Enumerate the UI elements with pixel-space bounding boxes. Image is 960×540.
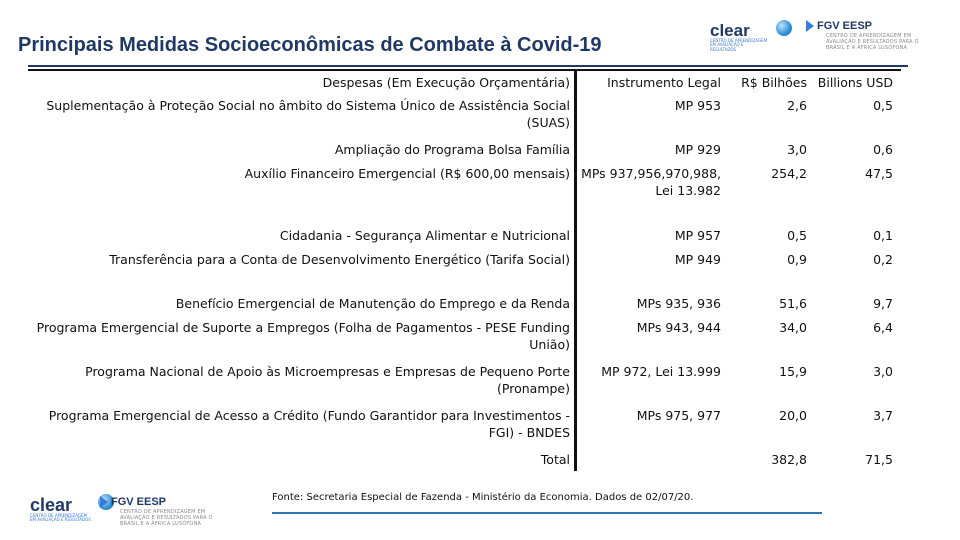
usd-cell: 47,5 — [865, 166, 893, 181]
brl-cell: 0,9 — [787, 252, 807, 267]
fgv-logo-text: FGV EESP — [817, 19, 873, 32]
table-header-row — [28, 70, 897, 96]
usd-cell: 0,6 — [873, 142, 893, 157]
brl-cell: 15,9 — [779, 364, 807, 379]
brl-cell: 0,5 — [787, 228, 807, 243]
despesa-cell: Suplementação à Proteção Social no âmbito do Sistema Único de Assistência Social (SUAS) — [28, 96, 576, 140]
despesa-cell: Ampliação do Programa Bolsa Família — [28, 140, 576, 164]
brl-cell: 51,6 — [779, 296, 807, 311]
despesa-cell: Programa Emergencial de Suporte a Empregos (Folha de Pagamentos - PESE Funding União) — [28, 318, 576, 362]
page-title: Principais Medidas Socioeconômicas de Combate à Covid-19 — [18, 34, 602, 56]
table-row — [28, 140, 897, 164]
table-row — [28, 362, 897, 406]
brl-cell: 3,0 — [787, 142, 807, 157]
clear-logo-subtitle: CENTRO DE APRENDIZAGEM EM AVALIAÇÃO E RESULTADOS — [710, 38, 768, 52]
total-instrumento-cell — [576, 450, 726, 471]
instrumento-cell: MPs 935, 936 — [636, 296, 721, 311]
header-instrumento: Instrumento Legal — [607, 74, 721, 90]
despesa-cell: Cidadania - Segurança Alimentar e Nutricional — [28, 226, 576, 250]
instrumento-cell: MPs 975, 977 — [636, 408, 721, 423]
clear-logo-subtitle: CENTRO DE APRENDIZAGEM EM AVALIAÇÃO E RESULTADOS — [30, 513, 91, 523]
brl-cell: 34,0 — [779, 320, 807, 335]
clear-logo-text: clear — [710, 21, 750, 40]
instrumento-cell: MP 949 — [674, 252, 721, 267]
usd-cell: 9,7 — [873, 296, 893, 311]
usd-cell: 6,4 — [873, 320, 893, 335]
instrumento-cell: MPs 937,956,970,988, Lei 13.982 — [581, 166, 721, 198]
fgv-mark-icon — [806, 20, 814, 32]
usd-cell: 0,5 — [873, 98, 893, 113]
usd-cell: 3,7 — [873, 408, 893, 423]
total-label: Total — [28, 450, 576, 471]
instrumento-cell: MPs 943, 944 — [636, 320, 721, 335]
header-brl: R$ Bilhões — [741, 74, 807, 90]
despesa-cell: Transferência para a Conta de Desenvolvimento Energético (Tarifa Social) — [28, 250, 576, 294]
table-row — [28, 164, 897, 226]
brl-cell: 20,0 — [779, 408, 807, 423]
despesa-cell: Auxílio Financeiro Emergencial (R$ 600,00 mensais) — [28, 164, 576, 226]
globe-icon — [776, 20, 792, 36]
clear-logo-text: clear — [30, 495, 73, 515]
table-row — [28, 318, 897, 362]
title-underline — [28, 65, 908, 67]
table-row — [28, 96, 897, 140]
total-usd: 71,5 — [865, 452, 893, 467]
usd-cell: 0,2 — [873, 252, 893, 267]
instrumento-cell: MP 957 — [674, 228, 721, 243]
brl-cell: 254,2 — [771, 166, 807, 181]
eesp-logo-subtitle: CENTRO DE APRENDIZAGEM EM AVALIAÇÃO E RESULTADOS PARA O BRASIL E A ÁFRICA LUSÓFONA — [826, 33, 919, 51]
total-brl: 382,8 — [771, 452, 807, 467]
fgv-mark-icon — [100, 496, 108, 508]
footer-rule — [272, 512, 822, 514]
logo-fgv-bottom — [100, 496, 230, 527]
fgv-logo-text: FGV EESP — [111, 495, 167, 508]
usd-cell: 0,1 — [873, 228, 893, 243]
despesa-cell: Programa Emergencial de Acesso a Crédito (Fundo Garantidor para Investimentos - FGI) - BNDES — [28, 406, 576, 450]
despesa-cell: Benefício Emergencial de Manutenção do Emprego e da Renda — [28, 294, 576, 318]
header-usd: Billions USD — [817, 74, 893, 90]
logo-fgv-top — [806, 20, 936, 51]
logo-clear-top — [710, 22, 792, 52]
brl-cell: 2,6 — [787, 98, 807, 113]
table-row — [28, 250, 897, 294]
table-row — [28, 226, 897, 250]
table-row — [28, 406, 897, 450]
despesa-cell: Programa Nacional de Apoio às Microempresas e Empresas de Pequeno Porte (Pronampe) — [28, 362, 576, 406]
instrumento-cell: MP 929 — [674, 142, 721, 157]
eesp-logo-subtitle: CENTRO DE APRENDIZAGEM EM AVALIAÇÃO E RESULTADOS PARA O BRASIL E A ÁFRICA LUSÓFONA — [120, 509, 213, 527]
table-total-row — [28, 450, 897, 471]
source-note: Fonte: Secretaria Especial de Fazenda - Ministério da Economia. Dados de 02/07/20. — [272, 492, 694, 503]
usd-cell: 3,0 — [873, 364, 893, 379]
measures-table — [28, 70, 897, 471]
instrumento-cell: MP 972, Lei 13.999 — [601, 364, 721, 379]
instrumento-cell: MP 953 — [674, 98, 721, 113]
table-row — [28, 294, 897, 318]
header-despesas: Despesas (Em Execução Orçamentária) — [28, 70, 576, 96]
